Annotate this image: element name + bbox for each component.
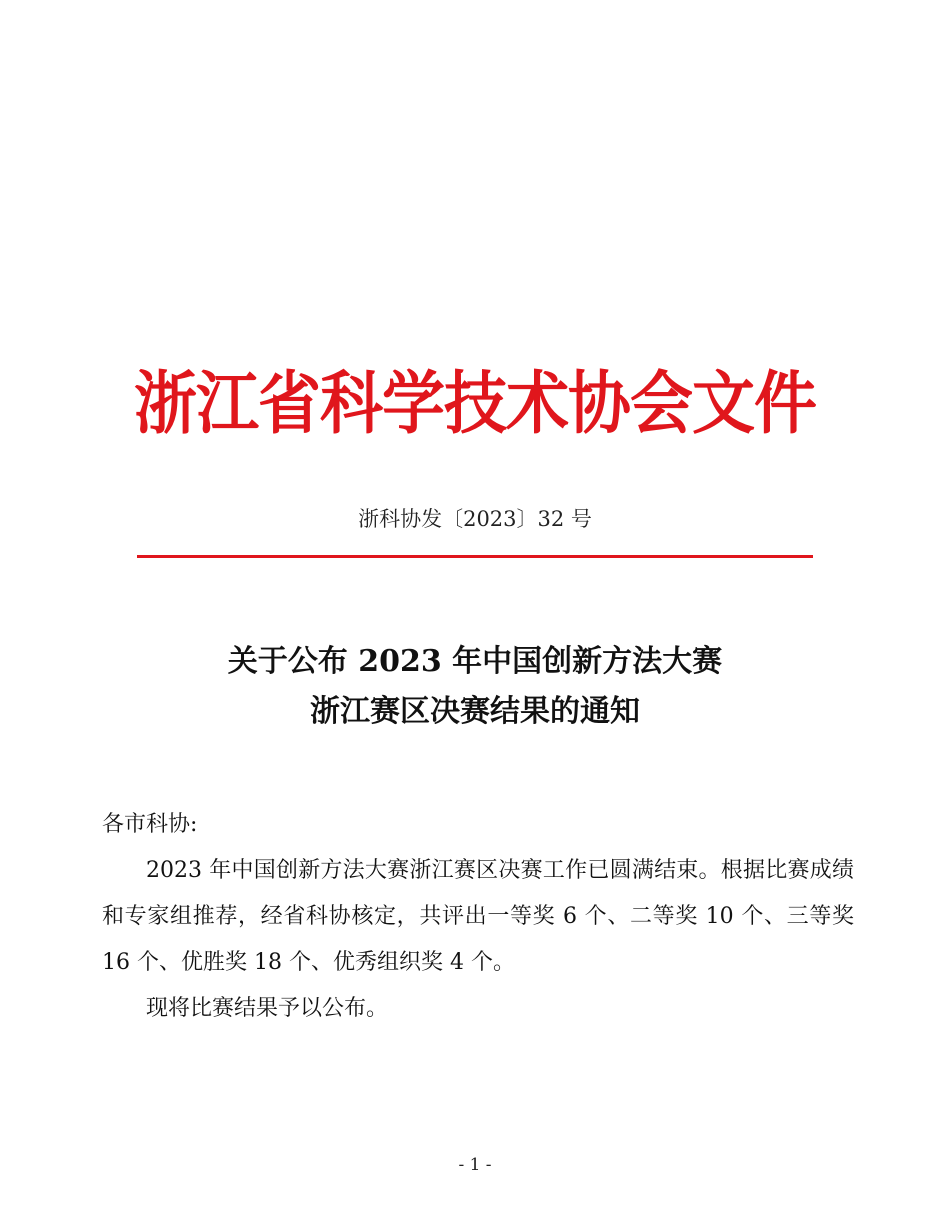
- salutation: 各市科协:: [102, 812, 198, 837]
- masthead-title: 浙江省科学技术协会文件: [134, 363, 816, 443]
- notice-title-line-1: 关于公布 2023 年中国创新方法大赛: [227, 644, 723, 679]
- body-paragraph-1: 2023 年中国创新方法大赛浙江赛区决赛工作已圆满结束。根据比赛成绩和专家组推荐，经省科协核定，共评出一等奖 6 个、二等奖 10 个、三等奖 16 个、优胜奖 18 个、优秀组织奖 4 个。: [102, 858, 854, 975]
- notice-title: [0, 637, 950, 737]
- body-paragraph-2: 现将比赛结果予以公布。: [146, 996, 389, 1021]
- red-divider-line: [137, 555, 813, 558]
- document-number: 浙科协发〔2023〕32 号: [358, 507, 592, 531]
- page-number: - 1 -: [458, 1155, 492, 1175]
- notice-body: [102, 802, 854, 1032]
- notice-title-line-2: 浙江赛区决赛结果的通知: [310, 694, 640, 729]
